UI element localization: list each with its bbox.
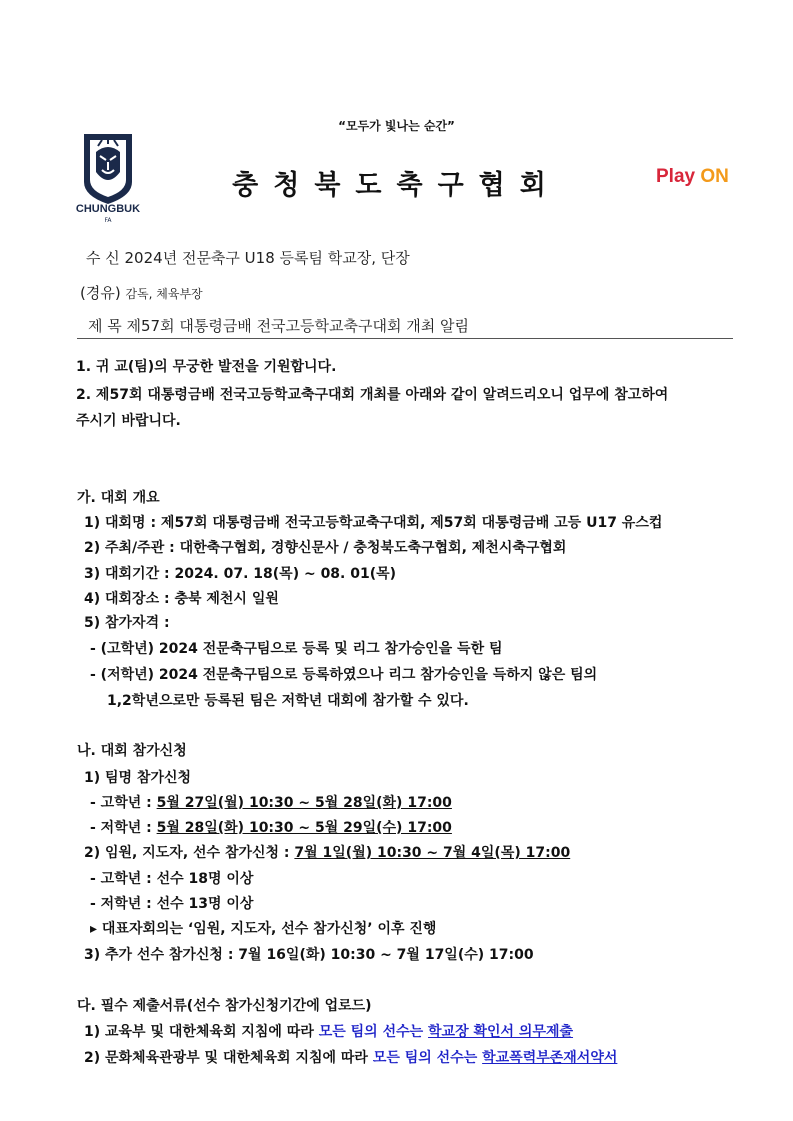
section-b-item-4 (84, 842, 570, 862)
section-a-item-8: 1,2학년으로만 등록된 팀은 저학년 대회에 참가할 수 있다. (107, 693, 469, 709)
junior-date: 5월 28일(화) 10:30 ~ 5월 29일(수) 17:00 (156, 820, 452, 836)
subject-line: 제 목 제57회 대통령금배 전국고등학교축구대회 개최 알림 (88, 317, 469, 335)
doc-1-document: 학교장 확인서 의무제출 (428, 1024, 574, 1040)
paragraph-2a: 2. 제57회 대통령금배 전국고등학교축구대회 개최를 아래와 같이 알려드리오니 업무에 참고하여 (76, 387, 669, 403)
header-divider (77, 338, 733, 339)
paragraph-2b: 주시기 바랍니다. (76, 413, 181, 429)
logo-subtext: FA (104, 217, 112, 224)
recipient-line: 수 신 2024년 전문축구 U18 등록팀 학교장, 단장 (86, 249, 410, 267)
section-b-item-2 (90, 792, 452, 812)
section-b-item-5: - 고학년 : 선수 18명 이상 (90, 871, 254, 887)
section-a-item-4: 4) 대회장소 : 충북 제천시 일원 (84, 591, 279, 607)
section-b-item-6: - 저학년 : 선수 13명 이상 (90, 896, 254, 912)
play-on-on: ON (700, 166, 729, 187)
doc-1-prefix: 1) 교육부 및 대한체육회 지침에 따라 (84, 1024, 319, 1040)
doc-2-document: 학교폭력부존재서약서 (482, 1050, 618, 1066)
staff-date: 7월 1일(월) 10:30 ~ 7월 4일(목) 17:00 (294, 845, 571, 861)
section-a-item-3: 3) 대회기간 : 2024. 07. 18(목) ~ 08. 01(목) (84, 566, 397, 582)
section-a-item-6: - (고학년) 2024 전문축구팀으로 등록 및 리그 참가승인을 득한 팀 (90, 641, 503, 657)
via-line (80, 282, 203, 303)
section-a-item-7: - (저학년) 2024 전문축구팀으로 등록하였으나 리그 참가승인을 득하지 않은 팀의 (90, 667, 598, 683)
doc-2-prefix: 2) 문화체육관광부 및 대한체육회 지침에 따라 (84, 1050, 373, 1066)
doc-2-emphasis: 모든 팀의 선수는 (372, 1050, 483, 1066)
section-b-item-7: ▸ 대표자회의는 ‘임원, 지도자, 선수 참가신청’ 이후 진행 (90, 921, 437, 937)
junior-label: - 저학년 : (90, 820, 157, 836)
senior-date: 5월 27일(월) 10:30 ~ 5월 28일(화) 17:00 (156, 795, 452, 811)
section-b-item-3 (90, 817, 452, 837)
senior-label: - 고학년 : (90, 795, 157, 811)
paragraph-1: 1. 귀 교(팀)의 무궁한 발전을 기원합니다. (76, 359, 337, 375)
via-label: (경유) (80, 284, 121, 302)
section-c-item-2 (84, 1047, 617, 1067)
logo-text: CHUNGBUK (75, 203, 141, 215)
staff-label: 2) 임원, 지도자, 선수 참가신청 : (84, 845, 295, 861)
play-on-play: Play (656, 166, 696, 187)
section-b-item-1: 1) 팀명 참가신청 (84, 770, 192, 786)
section-b-item-8: 3) 추가 선수 참가신청 : 7월 16일(화) 10:30 ~ 7월 17일(수) 17:00 (84, 947, 534, 963)
organization-name: 충청북도축구협회 (232, 170, 561, 201)
slogan: “모두가 빛나는 순간” (338, 119, 455, 133)
play-on-logo (656, 166, 729, 188)
section-c-title: 다. 필수 제출서류(선수 참가신청기간에 업로드) (77, 998, 372, 1014)
section-a-title: 가. 대회 개요 (77, 490, 160, 506)
section-a-item-5: 5) 참가자격 : (84, 615, 170, 631)
section-a-item-1: 1) 대회명 : 제57회 대통령금배 전국고등학교축구대회, 제57회 대통령금배 고등 U17 유스컵 (84, 515, 663, 531)
section-b-title: 나. 대회 참가신청 (77, 743, 187, 759)
via-value: 감독, 체육부장 (125, 287, 203, 301)
doc-1-emphasis: 모든 팀의 선수는 (318, 1024, 429, 1040)
section-a-item-2: 2) 주최/주관 : 대한축구협회, 경향신문사 / 충청북도축구협회, 제천시축구협회 (84, 540, 567, 556)
section-c-item-1 (84, 1021, 573, 1041)
